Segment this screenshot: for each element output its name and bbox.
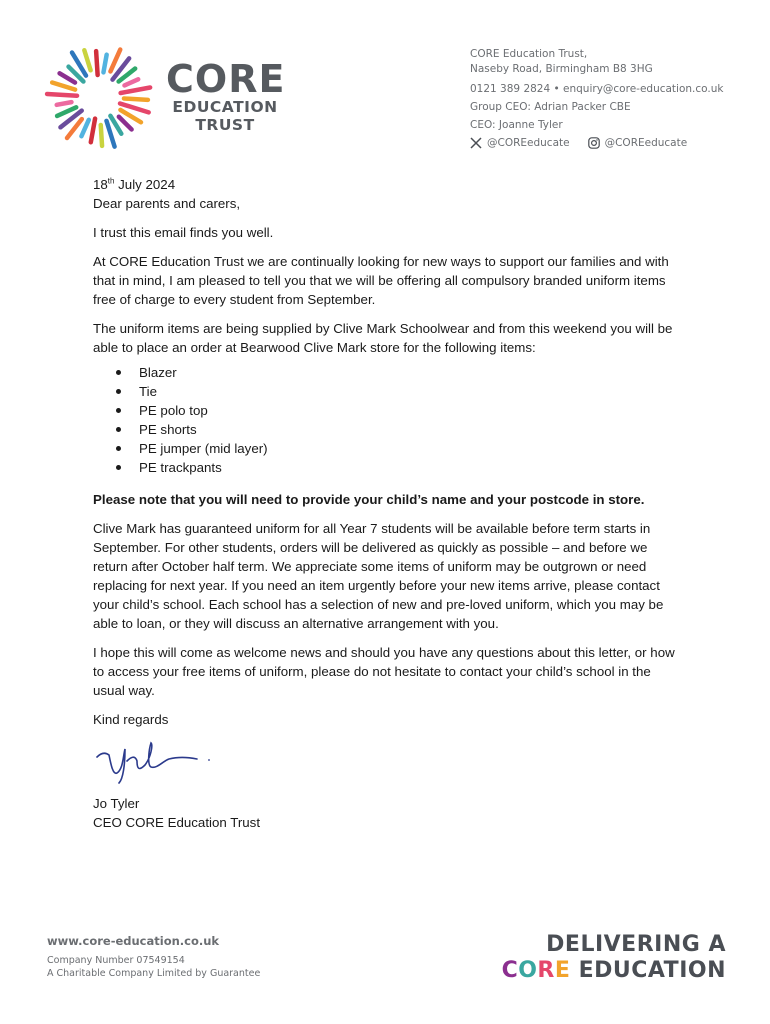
company-number: Company Number 07549154 [47,955,185,966]
group-ceo: Group CEO: Adrian Packer CBE [470,101,631,113]
postcode-note: Please note that you will need to provide your child’s name and your postcode in store. [93,492,645,507]
logo-ray [101,125,102,146]
paragraph-1: I trust this email finds you well. [93,225,274,240]
logo-ray [96,51,97,75]
logo-ray [81,120,88,136]
x-twitter-icon [470,137,482,149]
ceo: CEO: Joanne Tyler [470,119,563,131]
letter-date: 18th July 2024 [93,176,176,192]
instagram-icon [588,137,600,149]
logo-ray [60,73,75,82]
logo-ray [91,119,95,143]
core-logo-wordmark [166,57,286,134]
website-link[interactable]: www.core-education.co.uk [47,934,220,948]
footer-info [47,934,260,980]
logo-ray [47,94,77,96]
logo-ray [119,117,132,130]
paragraph-2: At CORE Education Trust we are continually looking for new ways to support our families and with that in mind, I am pleased to tell you that we will be offering all compulsory branded uniform items free of charge to every student from September. [93,254,669,307]
logo-ray [125,79,139,85]
logo-ray [121,88,150,93]
list-item: PE jumper (mid layer) [93,439,683,458]
list-item: Blazer [93,363,683,382]
signer-title: CEO CORE Education Trust [93,815,261,830]
list-item: PE trackpants [93,458,683,477]
paragraph-4: Clive Mark has guaranteed uniform for all Year 7 students will be available before term starts in September. For other students, orders will be delivered as quickly as possible – and before we return after October half term. We appreciate some items of uniform may be outgrown or need replacing for next year. If you need an item urgently before your new items arrive, please contact your child’s school. Each school has a selection of new and pre-loved uniform, which you may be able to loan, or they will discuss an alternative arrangement with you. [93,521,664,631]
tagline-line1: DELIVERING A [546,932,726,957]
list-item: PE shorts [93,420,683,439]
signature-icon [93,735,223,785]
logo-ray [103,55,106,73]
contact-block [470,47,723,152]
logo-trust-text: TRUST [195,116,255,134]
letter-body [93,175,683,832]
x-handle: @COREeducate [487,137,570,149]
logo-ray [57,102,72,105]
list-item: PE polo top [93,401,683,420]
salutation: Dear parents and carers, [93,196,241,211]
paragraph-3: The uniform items are being supplied by Clive Mark Schoolwear and from this weekend you will be able to place an order at Bearwood Clive Mark store for the following items: [93,321,673,355]
core-logo-burst [40,38,158,156]
logo-ray [52,83,75,90]
phone-email: 0121 389 2824 • enquiry@core-education.co.uk [470,83,724,95]
instagram-handle: @COREeducate [604,137,688,149]
uniform-items-list [93,363,683,477]
logo-education-text: EDUCATION [172,98,278,116]
tagline [470,932,726,984]
logo-core-text: CORE [166,57,286,101]
tagline-line2: CORE EDUCATION [501,958,726,983]
signer-name: Jo Tyler [93,796,140,811]
paragraph-5: I hope this will come as welcome news and should you have any questions about this letter, or how to access your free items of uniform, please do not hesitate to contact your child’s school in the usual way. [93,645,675,698]
charity-line: A Charitable Company Limited by Guarantee [47,968,261,979]
list-item: Tie [93,382,683,401]
social-handles [470,134,723,152]
address: CORE Education Trust, Naseby Road, Birmingham B8 3HG [470,48,653,75]
logo-ray [124,98,148,99]
logo-ray [84,50,90,70]
closing: Kind regards [93,712,169,727]
